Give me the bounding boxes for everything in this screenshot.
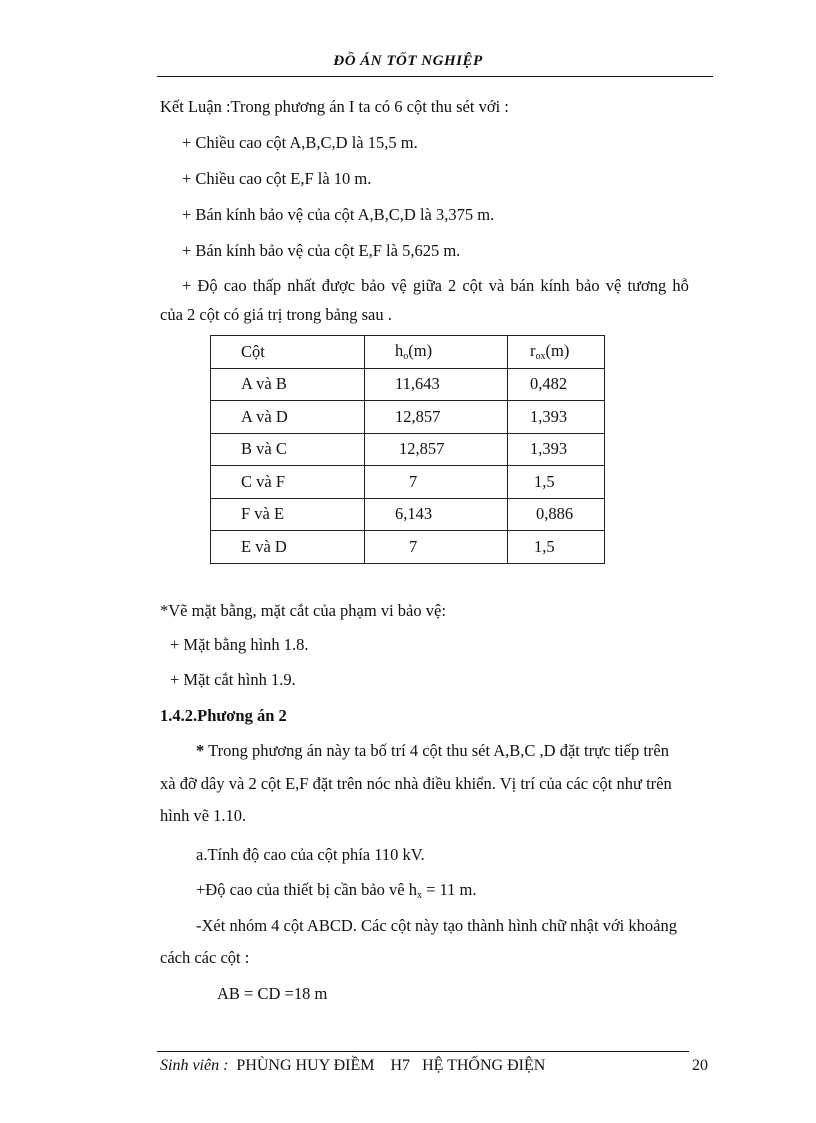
header-cell-column: Cột [211,336,365,369]
table-row [211,433,605,466]
formula-line: AB = CD =18 m [217,984,328,1003]
cell-pair: C và F [211,466,365,499]
paragraph-line: cách các cột : [160,948,250,967]
subsection-line: a.Tính độ cao của cột phía 110 kV. [196,845,425,864]
footer-divider [157,1051,689,1052]
header-divider [157,76,713,77]
table-row [211,531,605,564]
table-header-row [211,336,605,369]
header-cell-rox: $r_{ox}(m)$ [508,336,605,369]
results-table [210,335,605,564]
table-row [211,466,605,499]
cell-h0: 12,857 [365,401,508,434]
conclusion-line: Kết Luận :Trong phương án I ta có 6 cột thu sét với : [160,97,509,116]
cell-rox: 0,886 [508,498,605,531]
cell-rox: 1,5 [508,466,605,499]
table-row [211,498,605,531]
paragraph-line: + Độ cao thấp nhất được bảo vệ giữa 2 cột và bán kính bảo vệ tương hỗ [182,276,689,295]
page-number: 20 [692,1057,708,1074]
header-cell-h0: $h_o(m)$ [365,336,508,369]
cell-h0: 7 [365,531,508,564]
cell-pair: B và C [211,433,365,466]
cell-h0: 6,143 [365,498,508,531]
cell-rox: 1,393 [508,433,605,466]
table-row [211,368,605,401]
paragraph-line: xà đỡ dây và 2 cột E,F đặt trên nóc nhà điều khiển. Vị trí của các cột như trên [160,774,672,793]
list-item: + Bán kính bảo vệ của cột E,F là 5,625 m. [182,241,461,260]
footer-major: HỆ THỐNG ĐIỆN [422,1057,546,1074]
paragraph-line: của 2 cột có giá trị trong bảng sau . [160,305,392,324]
page-header-title: ĐỒ ÁN TỐT NGHIỆP [333,53,483,69]
list-item: + Mặt bằng hình 1.8. [170,635,309,654]
paragraph-line: -Xét nhóm 4 cột ABCD. Các cột này tạo thành hình chữ nhật với khoảng [196,916,677,935]
cell-pair: F và E [211,498,365,531]
cell-h0: 11,643 [365,368,508,401]
table-row [211,401,605,434]
drawings-title: *Vẽ mặt bằng, mặt cắt của phạm vi bảo vệ: [160,601,446,620]
footer-label: Sinh viên : [160,1057,229,1074]
list-item: + Mặt cắt hình 1.9. [170,670,296,689]
list-item: + Chiều cao cột E,F là 10 m. [182,169,372,188]
cell-rox: 1,5 [508,531,605,564]
section-heading: 1.4.2.Phương án 2 [160,706,287,725]
cell-h0: 12,857 [365,433,508,466]
footer-name: PHÙNG HUY ĐIỀM [236,1057,375,1074]
footer-student [160,1057,545,1075]
cell-rox: 1,393 [508,401,605,434]
list-item: + Chiều cao cột A,B,C,D là 15,5 m. [182,133,418,152]
paragraph-line: hình vẽ 1.10. [160,806,247,825]
list-item: + Bán kính bảo vệ của cột A,B,C,D là 3,375 m. [182,205,495,224]
height-line: +Độ cao của thiết bị cần bảo vê $h_x = 11$ m. [196,880,477,901]
cell-rox: 0,482 [508,368,605,401]
cell-h0: 7 [365,466,508,499]
cell-pair: A và D [211,401,365,434]
footer-class: H7 [390,1057,411,1074]
cell-pair: A và B [211,368,365,401]
paragraph-line: * Trong phương án này ta bố trí 4 cột thu sét A,B,C ,D đặt trực tiếp trên [196,741,669,760]
cell-pair: E và D [211,531,365,564]
